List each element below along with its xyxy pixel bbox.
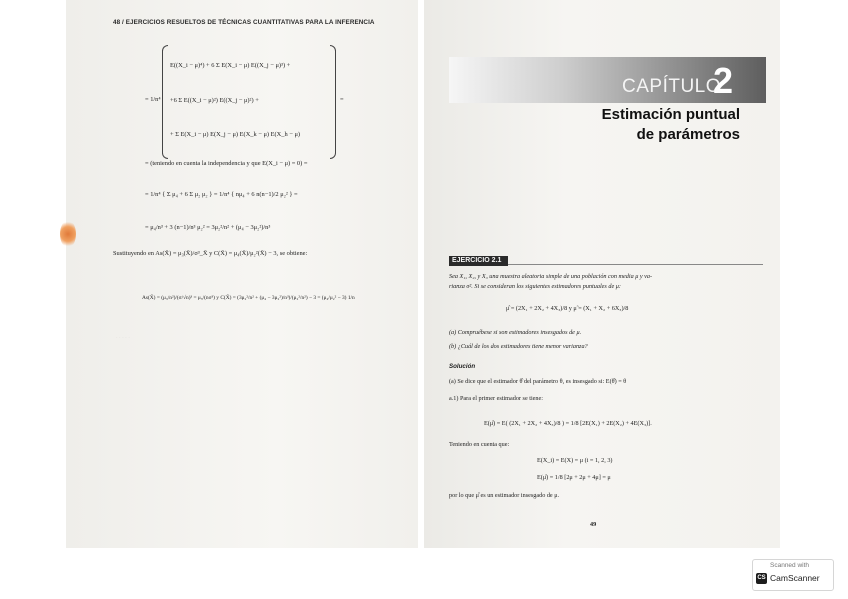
chapter-title-line-2: de parámetros [636,126,740,143]
independence-note: = (teniendo en cuenta la independencia y que E(X_i − μ) = 0) = [145,160,308,167]
block-line-3: + Σ E(X_i − μ) E(X_j − μ) E(X_k − μ) E(X_h − μ) [170,131,301,138]
exercise-badge: EJERCICIO 2.1 [449,256,508,266]
condition-2: E(μ̂) = 1/8 [2μ + 2μ + 4μ] = μ [537,474,611,481]
question-a: (a) Compruébese si son estimadores insesgados de μ. [449,329,582,336]
substitution-text: Sustituyendo en As(X̄) = μ₃(X̄)/σ³_X̄ y C(X̄) = μ₄(X̄)/μ₂²(X̄) − 3, se obtiene: [113,250,308,257]
solution-a-intro: (a) Se dice que el estimador θ̂ del parámetro θ, es insesgado si: E(θ̂) = θ [449,378,627,385]
chapter-word: CAPÍTULO [622,76,722,97]
exercise-rule [508,264,763,265]
taking-into-account: Teniendo en cuenta que: [449,441,510,448]
camscanner-icon: CS [756,573,767,584]
question-b: (b) ¿Cuál de los dos estimadores tiene menor varianza? [449,343,588,350]
orange-smudge [60,220,76,248]
right-page [424,0,780,548]
block-prefix: = 1/n⁴ [145,96,161,103]
estimators-equation: μ̂ = (2X₁ + 2X₂ + 4X₃)/8 y μ̃ = (X₁ + X₂ + 6X₃)/8 [506,305,629,312]
condition-1: E(X_i) = E(X) = μ (i = 1, 2, 3) [537,457,613,464]
solution-a1: a.1) Para el primer estimador se tiene: [449,395,543,402]
block-line-2: +6 Σ E((X_i − μ)²) E((X_j − μ)²) + [170,97,259,104]
statement-line-2: rianza σ². Si se consideran los siguientes estimadores puntuales de μ: [449,283,621,290]
left-page [66,0,418,548]
block-suffix: = [340,96,344,103]
expectation-equation: E(μ̂) = E( (2X₁ + 2X₂ + 4X₃)/8 ) = 1/8 [2E(X₁) + 2E(X₂) + 4E(X₃)]. [484,420,652,427]
equation-step-3: = μ₄/n³ + 3 (n−1)/n³ μ₂² = 3μ₂²/n² + (μ₄ − 3μ₂²)/n³ [145,224,271,231]
conclusion-text: por lo que μ̂ es un estimador insesgado de μ. [449,492,560,499]
right-brace [330,45,336,159]
page-number: 49 [590,521,597,528]
equation-step-2: = 1/n⁴ { Σ μ₄ + 6 Σ μ₂ μ₂ } = 1/n⁴ { nμ₄ + 6 n(n−1)/2 μ₂² } = [145,191,298,198]
result-equation: As(X̄) = (μ₃/n²)/(σ/√n)³ = μ₃/(nσ³) y C(X̄) = (3μ₂²/n² + (μ₄ − 3μ₂²)/n³)/(μ₂²/n²) − 3 = (μ₄/μ₂² − 3) 1/n [142,295,355,301]
statement-line-1: Sea X₁, X₂, y X₃ una muestra aleatoria simple de una población con media μ y va- [449,273,653,280]
solution-heading: Solución [449,363,476,370]
chapter-title-line-1: Estimación puntual [601,106,740,123]
page-header: 48 / EJERCICIOS RESUELTOS DE TÉCNICAS CUANTITATIVAS PARA LA INFERENCIA [113,19,375,26]
chapter-number: 2 [713,60,734,101]
watermark-brand: CamScanner [770,573,820,583]
bleed-through-text: · · · · · [116,335,130,341]
left-brace [162,45,168,159]
watermark-subtitle: Scanned with [770,562,810,569]
block-line-1: E((X_i − μ)⁴) + 6 Σ E(X_i − μ) E((X_j − μ)³) + [170,62,291,69]
